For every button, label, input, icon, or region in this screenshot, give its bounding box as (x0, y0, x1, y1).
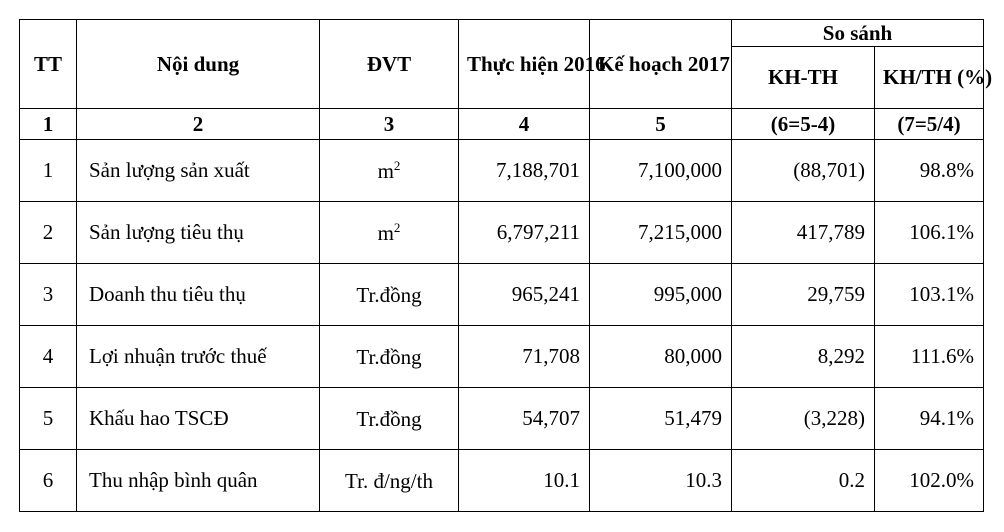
comparison-table (19, 19, 993, 512)
cell-diff: 0.2 (732, 450, 875, 512)
table-row (20, 450, 984, 512)
column-number: 1 (20, 109, 77, 140)
column-number: (6=5-4) (732, 109, 875, 140)
cell-unit (320, 264, 459, 326)
cell-unit (320, 326, 459, 388)
cell-tt: 2 (20, 202, 77, 264)
unit-text: Tr. đ/ng/th (345, 468, 433, 493)
cell-actual-2016: 10.1 (459, 450, 590, 512)
cell-content: Khấu hao TSCĐ (77, 388, 320, 450)
cell-pct: 102.0% (875, 450, 984, 512)
unit-superscript: 2 (393, 219, 401, 235)
unit-text: Tr.đồng (356, 406, 422, 431)
column-number: (7=5/4) (875, 109, 984, 140)
table-body (20, 140, 984, 512)
column-number: 4 (459, 109, 590, 140)
cell-pct: 94.1% (875, 388, 984, 450)
header-thuc-hien-2016: Thực hiện 2016 (459, 20, 590, 109)
cell-diff: 29,759 (732, 264, 875, 326)
column-number-row (20, 109, 984, 140)
cell-plan-2017: 7,215,000 (590, 202, 732, 264)
unit-text: m (377, 220, 394, 245)
cell-actual-2016: 6,797,211 (459, 202, 590, 264)
cell-tt: 5 (20, 388, 77, 450)
cell-actual-2016: 7,188,701 (459, 140, 590, 202)
cell-content: Lợi nhuận trước thuế (77, 326, 320, 388)
table-row (20, 202, 984, 264)
cell-tt: 4 (20, 326, 77, 388)
header-dvt: ĐVT (320, 20, 459, 109)
unit-text: m (377, 158, 394, 183)
cell-pct: 103.1% (875, 264, 984, 326)
cell-actual-2016: 54,707 (459, 388, 590, 450)
cell-content: Sản lượng sản xuất (77, 140, 320, 202)
table-row (20, 140, 984, 202)
cell-content: Thu nhập bình quân (77, 450, 320, 512)
cell-tt: 6 (20, 450, 77, 512)
cell-content: Sản lượng tiêu thụ (77, 202, 320, 264)
header-kh-th-pct: KH/TH (%) (875, 47, 984, 109)
cell-tt: 3 (20, 264, 77, 326)
cell-unit (320, 202, 459, 264)
header-tt: TT (20, 20, 77, 109)
cell-pct: 111.6% (875, 326, 984, 388)
cell-unit (320, 140, 459, 202)
cell-plan-2017: 10.3 (590, 450, 732, 512)
cell-content: Doanh thu tiêu thụ (77, 264, 320, 326)
cell-pct: 106.1% (875, 202, 984, 264)
cell-diff: 417,789 (732, 202, 875, 264)
unit-text: Tr.đồng (356, 282, 422, 307)
cell-unit (320, 450, 459, 512)
cell-actual-2016: 71,708 (459, 326, 590, 388)
header-noi-dung: Nội dung (77, 20, 320, 109)
cell-plan-2017: 51,479 (590, 388, 732, 450)
cell-tt: 1 (20, 140, 77, 202)
header-so-sanh: So sánh (732, 20, 984, 47)
column-number: 2 (77, 109, 320, 140)
unit-text: Tr.đồng (356, 344, 422, 369)
cell-plan-2017: 995,000 (590, 264, 732, 326)
cell-unit (320, 388, 459, 450)
cell-plan-2017: 80,000 (590, 326, 732, 388)
cell-diff: (3,228) (732, 388, 875, 450)
cell-pct: 98.8% (875, 140, 984, 202)
column-number: 3 (320, 109, 459, 140)
table-row (20, 264, 984, 326)
header-kh-th: KH-TH (732, 47, 875, 109)
cell-diff: (88,701) (732, 140, 875, 202)
column-number: 5 (590, 109, 732, 140)
table-row (20, 388, 984, 450)
cell-plan-2017: 7,100,000 (590, 140, 732, 202)
cell-actual-2016: 965,241 (459, 264, 590, 326)
header-ke-hoach-2017: Kế hoạch 2017 (590, 20, 732, 109)
cell-diff: 8,292 (732, 326, 875, 388)
unit-superscript: 2 (393, 157, 401, 173)
table-row (20, 326, 984, 388)
